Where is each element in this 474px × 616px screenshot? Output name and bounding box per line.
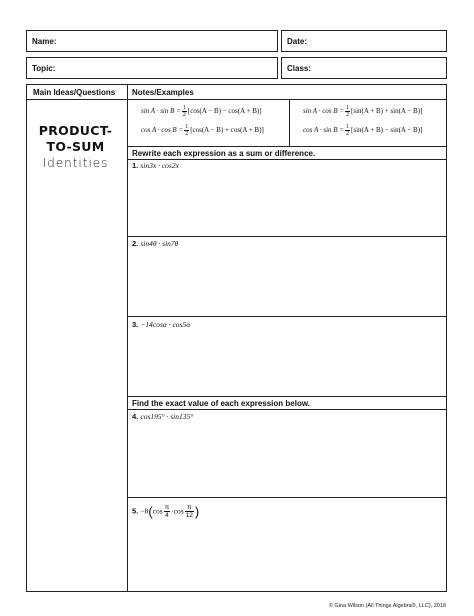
identity-cos-sin: cos A · sin B = $\frac{1}{2}$ [sin(A + B) − sin(A − B)] <box>303 124 423 137</box>
main-ideas-header: Main Ideas/Questions <box>33 88 116 97</box>
topic-label: Topic: <box>32 64 56 73</box>
notes-header: Notes/Examples <box>132 88 194 97</box>
section2-top-divider <box>127 396 447 397</box>
side-title-line2: TO-SUM <box>46 139 105 154</box>
class-label: Class: <box>287 64 312 73</box>
section2-heading-divider <box>127 409 447 410</box>
identities-mid-divider <box>289 99 290 146</box>
column-divider <box>127 84 128 592</box>
identities-divider <box>127 146 447 147</box>
section2-heading: Find the exact value of each expression below. <box>132 399 310 408</box>
problem-4: 4. cos195° · sin135° <box>132 412 194 421</box>
name-label: Name: <box>32 37 57 46</box>
section1-heading: Rewrite each expression as a sum or difference. <box>132 149 316 158</box>
problem-1: 1. sin3x · cos2x <box>132 161 179 170</box>
topic-field[interactable] <box>26 57 278 79</box>
side-title-line1: PRODUCT- <box>38 123 113 138</box>
identity-sin-cos: sin A · cos B = $\frac{1}{2}$ [sin(A + B) + sin(A − B)] <box>303 105 423 118</box>
date-label: Date: <box>287 37 308 46</box>
side-title-line3: Identities <box>42 156 109 170</box>
problem-5: 5. −8(cos $\frac{\pi}{4}$ ·cos $\frac{\pi}{12}$ ) <box>132 504 200 519</box>
date-field[interactable] <box>281 30 447 52</box>
class-field[interactable] <box>281 57 447 79</box>
problem-divider <box>127 236 447 237</box>
copyright-footer: © Gina Wilson (All Things Algebra®, LLC), 2018 <box>328 603 446 609</box>
problem-divider <box>127 497 447 498</box>
problem-2: 2. sin4θ · sin7θ <box>132 239 179 248</box>
problem-divider <box>127 316 447 317</box>
column-header-divider <box>26 99 447 100</box>
problem-3: 3. −14cosα · cos5α <box>132 320 191 329</box>
section1-heading-divider <box>127 159 447 160</box>
name-field[interactable] <box>26 30 278 52</box>
identity-cos-cos: cos A · cos B = $\frac{1}{2}$ [cos(A − B) + cos(A + B)] <box>141 124 264 137</box>
identity-sin-sin: sin A · sin B = $\frac{1}{2}$ [cos(A − B) − cos(A + B)] <box>141 105 262 118</box>
